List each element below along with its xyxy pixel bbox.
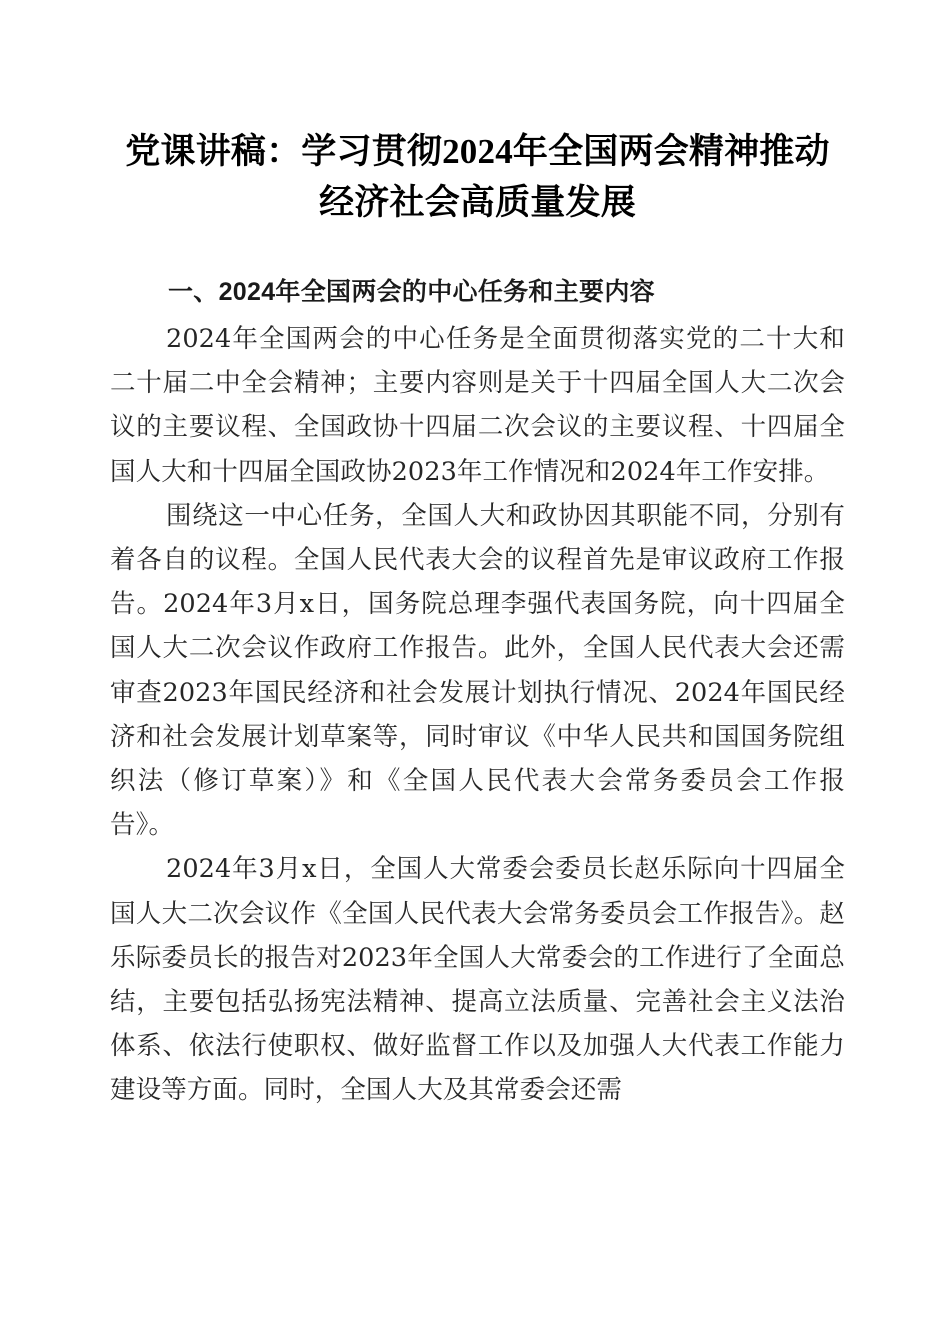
- section-heading-1: 一、2024年全国两会的中心任务和主要内容: [168, 278, 655, 306]
- document-title-line-1: 党课讲稿：学习贯彻2024年全国两会精神推: [125, 132, 795, 171]
- page-content: [110, 0, 845, 1113]
- body-paragraph-1: 2024年全国两会的中心任务是全面贯彻落实党的二十大和二十届二中全会精神；主要内容则是关于十四届全国人大二次会议的主要议程、全国政协十四届二次会议的主要议程、十四届全国人大和十四届全国政协2023年工作情况和2024年工作安排。: [110, 324, 845, 487]
- body-paragraph-3: 2024年3月x日，全国人大常委会委员长赵乐际向十四届全国人大二次会议作《全国人民代表大会常务委员会工作报告》。赵乐际委员长的报告对2023年全国人大常委会的工作进行了全面总结，主要包括弘扬宪法精神、提高立法质量、完善社会主义法治体系、依法行使职权、做好监督工作以及加强人大代表工作能力建设等方面。同时，全国人大及其常委会还需: [110, 854, 845, 1106]
- document-title-line-2: 动经济社会高质量发展: [319, 132, 830, 222]
- document-title: [110, 0, 845, 228]
- body-paragraph-2: 围绕这一中心任务，全国人大和政协因其职能不同，分别有着各自的议程。全国人民代表大会的议程首先是审议政府工作报告。2024年3月x日，国务院总理李强代表国务院，向十四届全国人大二次会议作政府工作报告。此外，全国人民代表大会还需审查2023年国民经济和社会发展计划执行情况、2024年国民经济和社会发展计划草案等，同时审议《中华人民共和国国务院组织法（修订草案）》和《全国人民代表大会常务委员会工作报告》。: [110, 500, 845, 841]
